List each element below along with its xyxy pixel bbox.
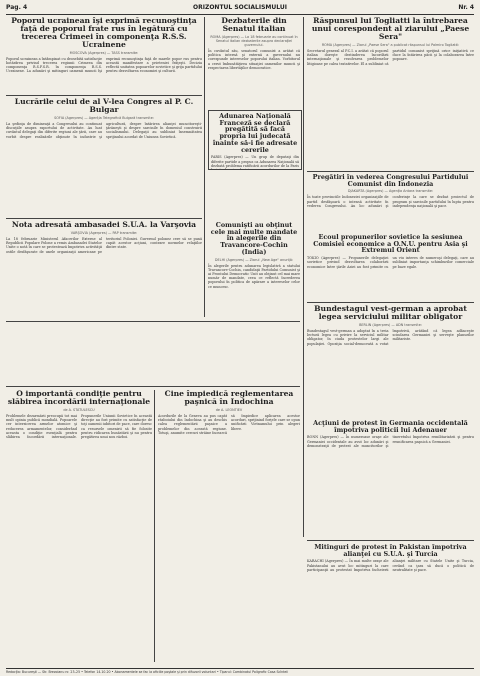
article-body: Poporul ucrainean a întâmpinat cu deosebită satisfacţie hotărârea privind trecerea regiunii Crimeea din componenţa R.S.F.S.R. în componenţa R.S.S. Ucrainene. La adunări şi mitinguri oamenii muncii îşi exprimă recunoştinţa faţă de marele popor rus pentru această manifestare a prieteniei frăţeşti. Decizia reflectă unitatea popoarelor sovietice şi grija partidului pentru dezvoltarea economiei şi culturii. [6, 56, 202, 74]
article-body: În toate provinciile Indoneziei organizaţiile de partid desfăşoară o intensă activitate în vederea Congresului. Au loc adunări şi conferinţe la care se dezbat proiectul de program şi sarcinile partidului în lupta pentru independenţa naţională şi pace. [307, 195, 474, 208]
article-title: Pregătiri în vederea Congresului Partidului Comunist din Indonezia [312, 174, 469, 188]
article-crimeea [6, 17, 202, 93]
page-header [6, 3, 474, 15]
article-meta: DJAKARTA (Agerpres) — Agenţia Antara transmite: [347, 189, 434, 194]
article-meta: BERLIN (Agerpres) — ADN transmite: [359, 322, 422, 327]
article-indochina [158, 390, 300, 662]
article-title: Dezbaterile din Senatul italian [221, 17, 287, 33]
article-body: În alegerile pentru adunarea legislativă a statului Travancore-Cochin, candidaţii Partidului Comunist şi ai Frontului Democratic Unit au obţinut cel mai mare număr de mandate, ceea ce reflectă încrederea poporului în politica de apărare a intereselor celor ce muncesc. [208, 263, 300, 289]
divider [154, 390, 155, 662]
article-body: TOKIO (Agerpres) — Propunerile delegaţiei sovietice privind dezvoltarea colaborării economice între ţările Asiei au fost primite cu un viu interes de numeroşi delegaţi, care au subliniat importanţa schimburilor comerciale pe baze egale. [307, 256, 474, 269]
article-meta: ROMA (Agerpres) — La 18 februarie au continuat în Senatul italian dezbaterile asupra declaraţiei guvernului. [210, 34, 298, 47]
page-footer: Redacţia: Bucureşti — Str. Brezoianu nr. 23–25 • Telefon 14.10.20 • Abonamentele se fac la oficiile poştale şi prin difuzorii voluntari • Tiparul: Combinatul Poligrafic Casa Scînteii [6, 668, 474, 674]
article-title: Acţiuni de protest în Germania occidentală împotriva politicii lui Adenauer [313, 420, 468, 434]
article-author: de A. LEONTIEV [215, 407, 243, 412]
article-body: PARIS (Agerpres) — Un grup de deputaţi din diferite partide a propus ca Adunarea Naţională să dezbată problema ratificării acordurilor de la Paris înainte de orice decizie a guvernului. [211, 155, 299, 170]
page-number: Pag. 4 [6, 4, 28, 11]
divider [6, 386, 300, 387]
divider [303, 17, 304, 537]
article-title: O importantă condiţie pentru slăbirea încordării internaţionale [7, 390, 151, 406]
article-body: Bundestagul vest-german a adoptat în a treia lectură legea cu privire la serviciul militar obligator, în ciuda protestelor largi ale populaţiei. Opoziţia social-democrată a votat împotrivă, arătând că legea adânceşte scindarea Germaniei şi serveşte planurilor militariste. [307, 328, 474, 346]
article-meta: ROMA (Agerpres) — Ziarul „Paese Sera" a publicat răspunsul lui Palmiro Togliatti: [321, 42, 460, 47]
article-title: Răspunsul lui Togliatti la întrebarea unui corespondent al ziarului „Paese Sera" [311, 17, 470, 41]
article-title: Adunarea Naţională Franceză se declară pregătită să facă propria lui judecată înainte să-i fie adresate cererile [212, 112, 298, 154]
newspaper-name: ORIZONTUL SOCIALISMULUI [193, 4, 287, 11]
article-title: Comunişti au obţinut cele mai multe mandate în alegerile din Travancore-Cochin (India) [210, 222, 298, 256]
article-body: KARACHI (Agerpres) — În mai multe oraşe ale Pakistanului au avut loc mitinguri la care participanţii au protestat împotriva încheierii alianţei militare cu Statele Unite şi Turcia, cerând ca ţara să ducă o politică de neutralitate şi pace. [307, 559, 474, 572]
article-nota-varsovia [6, 221, 202, 317]
article-body: În cuvântul său, senatorul comunist a arătat că politica internă şi externă a guvernului nu corespunde intereselor poporului italian. Vorbitorul a cerut îmbunătăţirea situaţiei oamenilor muncii şi respectarea libertăţilor democratice. [208, 48, 300, 70]
article-body: Problemele dezarmării preocupă tot mai mult opinia publică mondială. Popoarele cer interzicerea armelor atomice şi reducerea armamentelor, considerând aceasta o condiţie esenţială pentru slăbirea încordării internaţionale. Propunerile Uniunii Sovietice în această direcţie au fost primite cu satisfacţie de toţi oamenii iubitori de pace, care doresc ca resursele omenirii să fie folosite pentru ridicarea bunăstării şi nu pentru pregătirea unui nou război. [6, 413, 152, 439]
article-meta: DELHI (Agerpres) — Ziarul „New Age" anunţă: [214, 257, 294, 262]
divider [6, 218, 202, 219]
article-body: Secretarul general al P.C.I. a arătat că poporul italian doreşte destinderea încordării internaţionale şi rezolvarea problemelor litigioase pe calea tratativelor. El a subliniat că partidul comunist sprijină orice iniţiativă ce duce la întărirea păcii şi la colaborarea între popoare. [307, 48, 474, 66]
article-title: Cine împiedică reglementarea paşnică în Indochina [164, 390, 294, 406]
divider [204, 17, 205, 317]
article-title: Mitinguri de protest în Pakistan împotriva alianţei cu S.U.A. şi Turcia [314, 544, 467, 558]
article-body: La 18 februarie Ministerul Afacerilor Externe al Republicii Populare Polone a remis Ambasadei Statelor Unite o notă în care se protestează împotriva activităţii ostile desfăşurate de unele organizaţii americane pe teritoriul Poloniei. Guvernul polonez cere să se pună capăt acestor acţiuni, contrare normelor relaţiilor dintre state. [6, 236, 202, 254]
article-togliatti [307, 17, 474, 169]
divider [6, 321, 300, 322]
article-bundestag [307, 305, 474, 417]
article-title: Poporul ucrainean îşi exprimă recunoştinţa faţă de poporul frate rus în legătură cu trecerea Crimeei în componenţa R.S.S. Ucrainene [11, 17, 197, 49]
article-adunarea-franceza [208, 110, 302, 170]
article-adenauer-protest [307, 420, 474, 520]
divider [6, 95, 202, 96]
article-meta: MOSCOVA (Agerpres) — TASS transmite: [69, 50, 139, 55]
article-body: Acordurile de la Geneva au pus capăt războiului din Indochina şi au deschis calea reglementării paşnice a problemelor din această regiune. Totuşi, anumite cercuri străine încearcă să împiedice aplicarea acestor acorduri, sprijinind forţele care se opun unificării Vietnamului prin alegeri libere. [158, 413, 300, 435]
article-meta: SOFIA (Agerpres) — Agenţia Telegrafică Bulgară transmite: [54, 115, 154, 120]
article-senat-italian [208, 17, 300, 89]
article-title: Bundestagul vest-german a aprobat legea serviciului militar obligator [314, 305, 467, 321]
divider [307, 540, 474, 541]
article-onu-asia [307, 234, 474, 300]
article-body: BONN (Agerpres) — În numeroase oraşe ale Germaniei occidentale au avut loc adunări şi demonstraţii de protest ale muncitorilor şi tineretului împotriva remilitarizării şi pentru reunificarea paşnică a Germaniei. [307, 435, 474, 448]
article-title: Lucrările celui de al V-lea Congres al P. C. Bulgar [14, 98, 194, 114]
article-author: de A. STATULESCU [63, 407, 95, 412]
divider [307, 171, 474, 172]
article-title: Nota adresată ambasadei S.U.A. la Varşovia [11, 221, 197, 229]
issue-number: Nr. 4 [458, 4, 474, 11]
article-pakistan [307, 544, 474, 662]
article-title: Ecoul propunerilor sovietice la sesiunea Comisiei economice a O.N.U. pentru Asia şi Extremul Orient [313, 234, 468, 255]
article-dezarmare [6, 390, 152, 662]
article-meta: VARŞOVIA (Agerpres) — PAP transmite: [70, 230, 138, 235]
article-travancore [208, 222, 300, 317]
article-body: La şedinţa de dimineaţă a Congresului au continuat discuţiile asupra raportului de activitate. Au luat cuvântul delegaţi din diferite regiuni ale ţării, care au vorbit despre realizările obţinute în industrie şi agricultură, despre întărirea alianţei muncitoreşti-ţărăneşti şi despre sarcinile în domeniul construirii socialismului. Delegaţii au subliniat însemnătatea sprijinului acordat de Uniunea Sovietică. [6, 121, 202, 139]
divider [307, 302, 474, 303]
article-bulgar-congress [6, 98, 202, 216]
article-congres-indonezia [307, 174, 474, 232]
